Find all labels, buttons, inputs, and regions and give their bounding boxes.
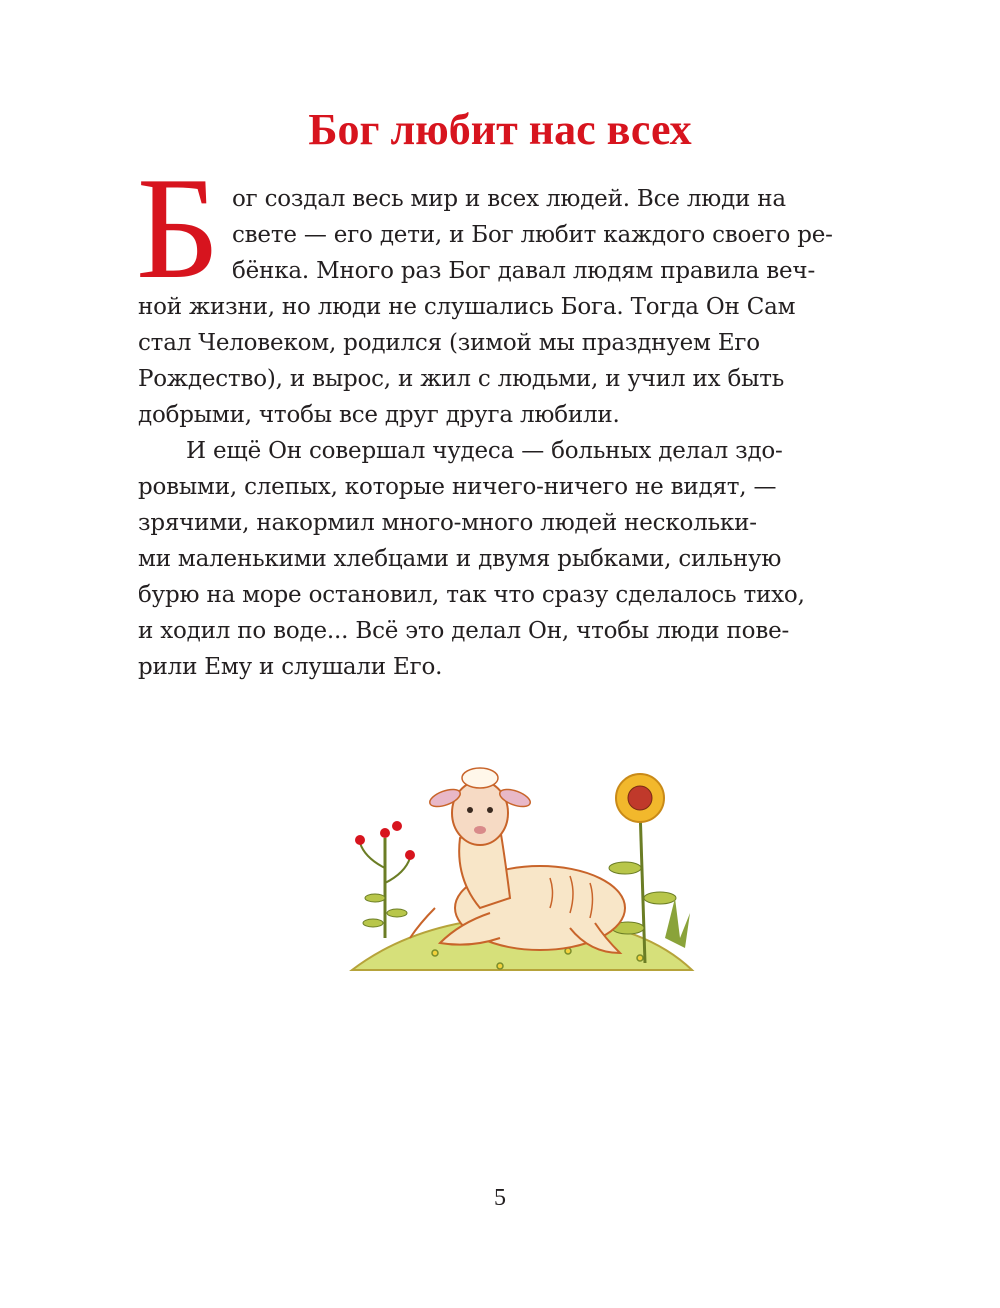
paragraph-2-line: ми маленькими хлебцами и двумя рыбками, сильную xyxy=(138,546,782,572)
paragraph-2-line: И ещё Он совершал чудеса — больных делал здо- xyxy=(186,438,783,464)
paragraph-2-line: бурю на море остановил, так что сразу сделалось тихо, xyxy=(138,582,805,608)
lamb-with-flowers-illustration xyxy=(340,748,720,1008)
page-number: 5 xyxy=(494,1185,506,1211)
paragraph-1-line: добрыми, чтобы все друг друга любили. xyxy=(138,402,620,428)
paragraph-1-line: ной жизни, но люди не слушались Бога. Тогда Он Сам xyxy=(138,294,796,320)
paragraph-1-line: бёнка. Много раз Бог давал людям правила веч- xyxy=(232,258,816,284)
lamb-illustration xyxy=(410,768,625,953)
drop-cap: Б xyxy=(136,147,220,309)
paragraph-2-line: зрячими, накормил много-много людей нескольки- xyxy=(138,510,757,536)
paragraph-1-line: Рождество), и вырос, и жил с людьми, и учил их быть xyxy=(138,366,785,392)
paragraph-2-line: рили Ему и слушали Его. xyxy=(138,654,443,680)
paragraph-1-line: свете — его дети, и Бог любит каждого своего ре- xyxy=(232,222,833,248)
paragraph-1-line: стал Человеком, родился (зимой мы празднуем Его xyxy=(138,330,760,356)
paragraph-2-line: и ходил по воде... Всё это делал Он, чтобы люди пове- xyxy=(138,618,790,644)
paragraph-1-line: ог создал весь мир и всех людей. Все люди на xyxy=(232,186,786,212)
page-title: Бог любит нас всех xyxy=(308,105,692,154)
berry-plant-illustration xyxy=(355,821,415,938)
paragraph-2-line: ровыми, слепых, которые ничего-ничего не видят, — xyxy=(138,474,777,500)
